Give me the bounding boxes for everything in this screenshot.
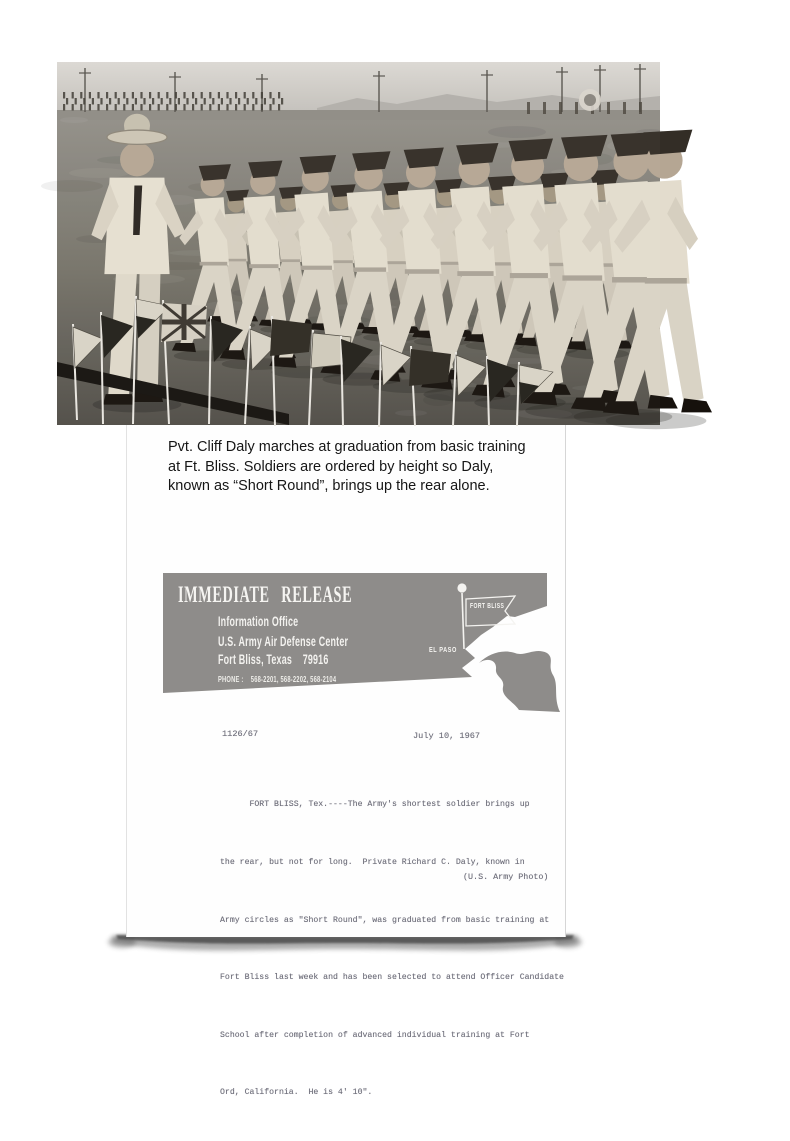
caption-line-2: at Ft. Bliss. Soldiers are ordered by height so Daly,	[168, 458, 494, 475]
flagpole-ball-icon	[457, 583, 466, 592]
release-number: 1126/67	[222, 729, 259, 739]
press-release-header	[163, 573, 563, 723]
body-line-6: Ord, California. He is 4' 10".	[220, 1088, 373, 1098]
office-line-3: Fort Bliss, Texas 79916	[218, 652, 329, 667]
body-line-3: Army circles as "Short Round", was graduated from basic training at	[220, 915, 550, 925]
immediate-release-banner: IMMEDIATE RELEASE	[178, 582, 353, 607]
release-date: July 10, 1967	[413, 731, 481, 741]
phone-line: PHONE : 568-2201, 568-2202, 568-2104	[218, 675, 337, 684]
el-paso-label: EL PASO	[429, 645, 457, 654]
graduation-photo-art	[57, 62, 660, 425]
body-line-4: Fort Bliss last week and has been selected to attend Officer Candidate	[220, 973, 564, 983]
caption-line-1: Pvt. Cliff Daly marches at graduation from basic training	[168, 439, 526, 455]
office-line-1: Information Office	[218, 614, 299, 629]
body-line-5: School after completion of advanced individual training at Fort	[220, 1030, 530, 1040]
fort-bliss-flag-label: FORT BLISS	[470, 603, 505, 610]
map-border-boot	[479, 651, 560, 712]
release-body	[220, 757, 564, 1141]
photo-credit: (U.S. Army Photo)	[463, 872, 549, 882]
graduation-photo	[57, 62, 660, 425]
body-line-1: FORT BLISS, Tex.----The Army's shortest soldier brings up	[220, 800, 530, 810]
photo-caption	[168, 438, 568, 497]
caption-line-3: known as “Short Round”, brings up the rear alone.	[168, 478, 490, 495]
office-line-2: U.S. Army Air Defense Center	[218, 634, 349, 649]
body-line-2: the rear, but not for long. Private Richard C. Daly, known in	[220, 858, 525, 868]
